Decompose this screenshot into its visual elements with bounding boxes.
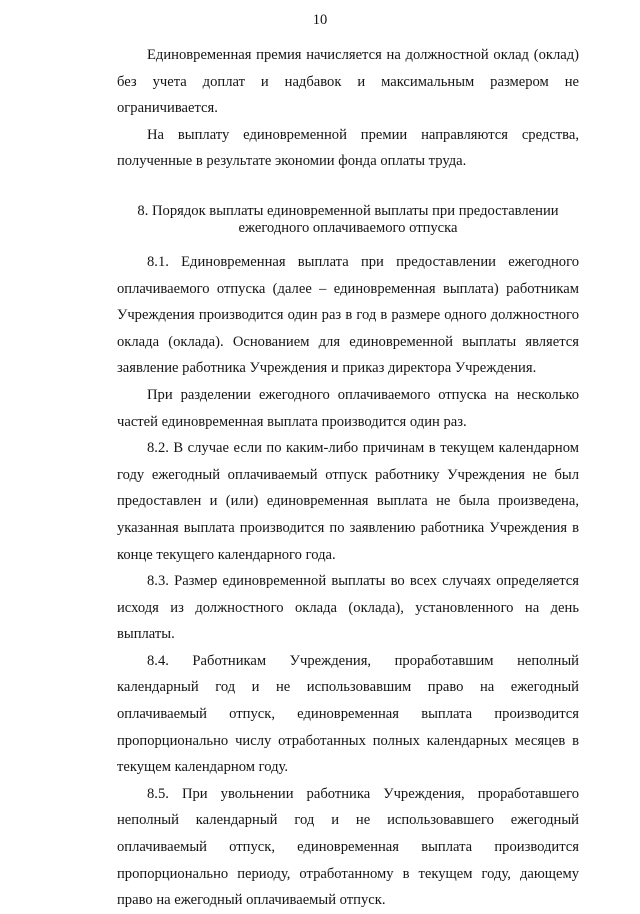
section-heading-line-1: 8. Порядок выплаты единовременной выплаты при предоставлении: [137, 202, 559, 219]
section-heading: [117, 203, 579, 237]
paragraph-8-5: 8.5. При увольнении работника Учреждения, проработавшего неполный календарный год и не использовавшего ежегодный оплачиваемый отпуск, единовременная выплата производится пропорционально периоду, отработанному в текущем году, дающему право на ежегодный оплачиваемый отпуск.: [117, 785, 579, 909]
paragraph-bonus-funding: На выплату единовременной премии направляются средства, полученные в результате экономии фонда оплаты труда.: [117, 126, 579, 170]
section-heading-line-2: ежегодного оплачиваемого отпуска: [238, 219, 458, 236]
paragraph-8-1-split: При разделении ежегодного оплачиваемого отпуска на несколько частей единовременная выплата производится один раз.: [117, 386, 579, 430]
paragraph-bonus-basis: Единовременная премия начисляется на должностной оклад (оклад) без учета доплат и надбавок и максимальным размером не ограничивается.: [117, 47, 579, 117]
paragraph-8-3: 8.3. Размер единовременной выплаты во всех случаях определяется исходя из должностного оклада (оклада), установленного на день выплаты.: [117, 573, 579, 643]
paragraph-8-2: 8.2. В случае если по каким-либо причинам в текущем календарном году ежегодный оплачиваемый отпуск работнику Учреждения не был предоставлен и (или) единовременная выплата не была произведена, указанная выплата производится по заявлению работника Учреждения в конце текущего календарного года.: [117, 440, 579, 563]
paragraph-8-1: 8.1. Единовременная выплата при предоставлении ежегодного оплачиваемого отпуска (далее – единовременная выплата) работникам Учреждения производится один раз в год в размере одного должностного оклада (оклада). Основанием для единовременной выплаты является заявление работника Учреждения и приказ директора Учреждения.: [117, 253, 579, 377]
document-body: [117, 42, 579, 914]
paragraph-8-4: 8.4. Работникам Учреждения, проработавшим неполный календарный год и не использовавшим право на ежегодный оплачиваемый отпуск, единовременная выплата производится пропорционально числу отработанных полных календарных месяцев в текущем календарном году.: [117, 652, 579, 776]
page-number: 10: [312, 12, 328, 28]
